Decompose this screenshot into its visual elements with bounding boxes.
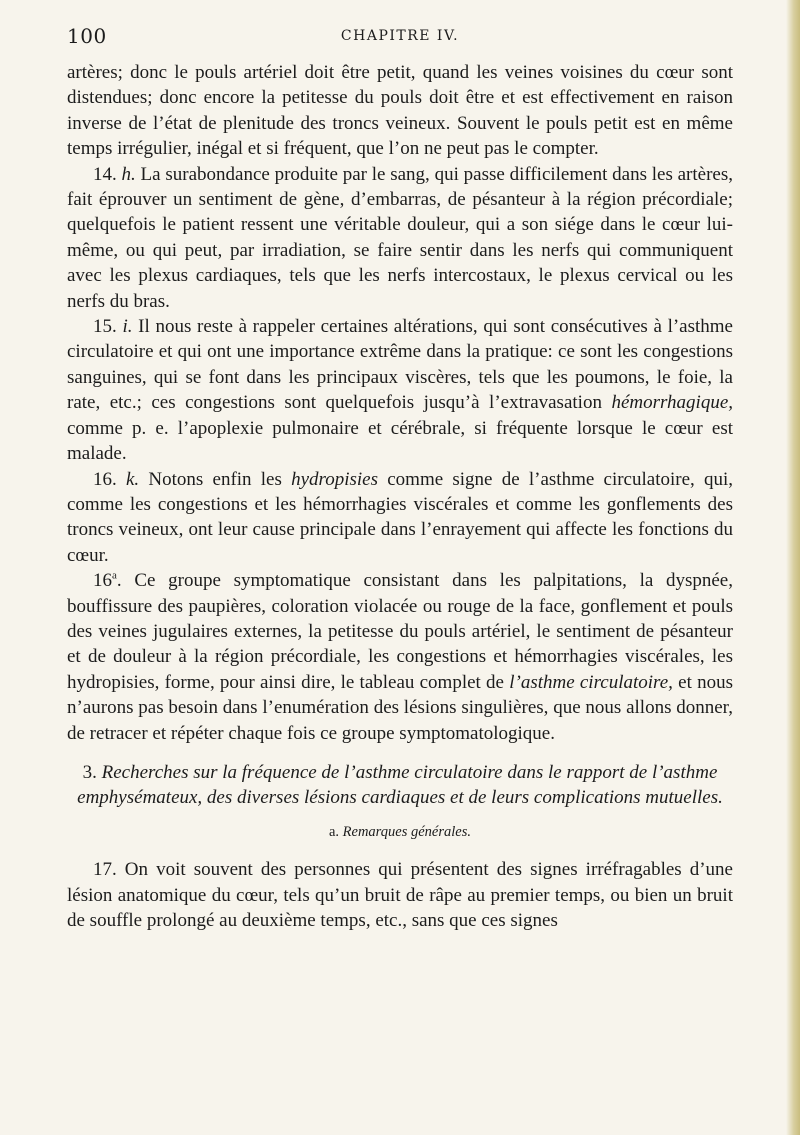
section-heading: [67, 760, 733, 810]
section-number: 3.: [82, 761, 97, 783]
paragraph: [67, 467, 733, 569]
paragraph: [67, 162, 733, 314]
text-run: Il nous reste à rappeler certaines altérations, qui sont consécutives à l’asthme circulatoire et qui ont une importance extrême dans la pratique: ce sont les congestions sanguines, qui se font dans les principaux viscères, tels que les poumons, le foie, la rate, etc.; ces congestions sont quelquefois jusqu’à l’extravasation: [67, 316, 733, 414]
text-run: 15.: [93, 316, 123, 338]
text-run: 14.: [93, 163, 122, 185]
text-run: comme p. e. l’apoplexie pulmonaire et cérébrale, si fréquente lorsque le cœur est malade.: [67, 417, 733, 465]
page-edge-shading: [786, 0, 800, 1135]
text-run: comme signe de l’asthme circulatoire, qui, comme les congestions et les hémorrhagies viscérales et comme les gonflements des troncs veineux, ont leur cause principale dans l’enrayement qui affecte les fonctions du cœur.: [67, 468, 734, 566]
text-run: 16: [93, 570, 112, 592]
text-run: La surabondance produite par le sang, qui passe difficilement dans les artères, fait éprouver un sentiment de gène, d’embarras, de pésanteur à la région précordiale; quelquefois le patient ressent une véritable douleur, qui a son siége dans le cœur lui-même, ou qui peut, par irradiation, se faire sentir dans les nerfs qui communiquent avec les plexus cardiaques, tels que les nerfs intercostaux, le plexus cervical ou les nerfs du bras.: [67, 163, 733, 312]
italic-text: k.: [125, 468, 140, 490]
italic-text: i.: [122, 316, 133, 338]
text-run: Notons enfin les: [139, 468, 292, 490]
running-head: CHAPITRE IV.: [340, 28, 460, 44]
italic-text: h.: [121, 163, 136, 185]
page-header: [67, 24, 733, 54]
text-run: et nous n’aurons pas besoin dans l’enumération des lésions singulières, que nous allons donner, de retracer et répéter chaque fois ce groupe symptomatologique.: [67, 671, 733, 744]
subsection-title: Remarques générales.: [342, 823, 471, 840]
text-run: . Ce groupe symptomatique consistant dans les palpitations, la dyspnée, bouffissure des paupières, coloration violacée ou rouge de la face, gonflement et pouls des veines jugulaires externes, la petitesse du pouls artériel, le sentiment de pésanteur et de douleur à la région précordiale, les congestions et hémorrhagies viscérales, les hydropisies, forme, pour ainsi dire, le tableau complet de: [67, 570, 733, 693]
paragraph: [67, 568, 733, 746]
subsection-number: a.: [328, 823, 340, 840]
body-text: [67, 60, 733, 934]
section-title: Recherches sur la fréquence de l’asthme circulatoire dans le rapport de l’asthme emphysémateux, des diverses lésions cardiaques et de leurs complications mutuelles.: [77, 761, 723, 808]
paragraph: [67, 314, 733, 466]
subsection-heading: [67, 820, 733, 845]
text-run: artères; donc le pouls artériel doit être petit, quand les veines voisines du cœur sont distendues; donc encore la petitesse du pouls doit être et est effectivement en raison inverse de l’état de plenitude des troncs veineux. Souvent le pouls petit est en même temps irrégulier, inégal et si fréquent, que l’on ne peut pas le compter.: [67, 62, 733, 160]
paragraph: [67, 857, 733, 933]
italic-text: hémorrhagique,: [611, 392, 733, 414]
superscript: a: [112, 569, 117, 582]
italic-text: l’asthme circulatoire,: [509, 671, 673, 693]
text-run: 17. On voit souvent des personnes qui présentent des signes irréfragables d’une lésion anatomique du cœur, tels qu’un bruit de râpe au premier temps, ou bien un bruit de souffle prolongé au deuxième temps, etc., sans que ces signes: [67, 859, 733, 932]
italic-text: hydropisies: [291, 468, 379, 490]
paragraph: [67, 60, 733, 162]
text-run: 16.: [93, 468, 126, 490]
page-number: 100: [67, 24, 107, 48]
